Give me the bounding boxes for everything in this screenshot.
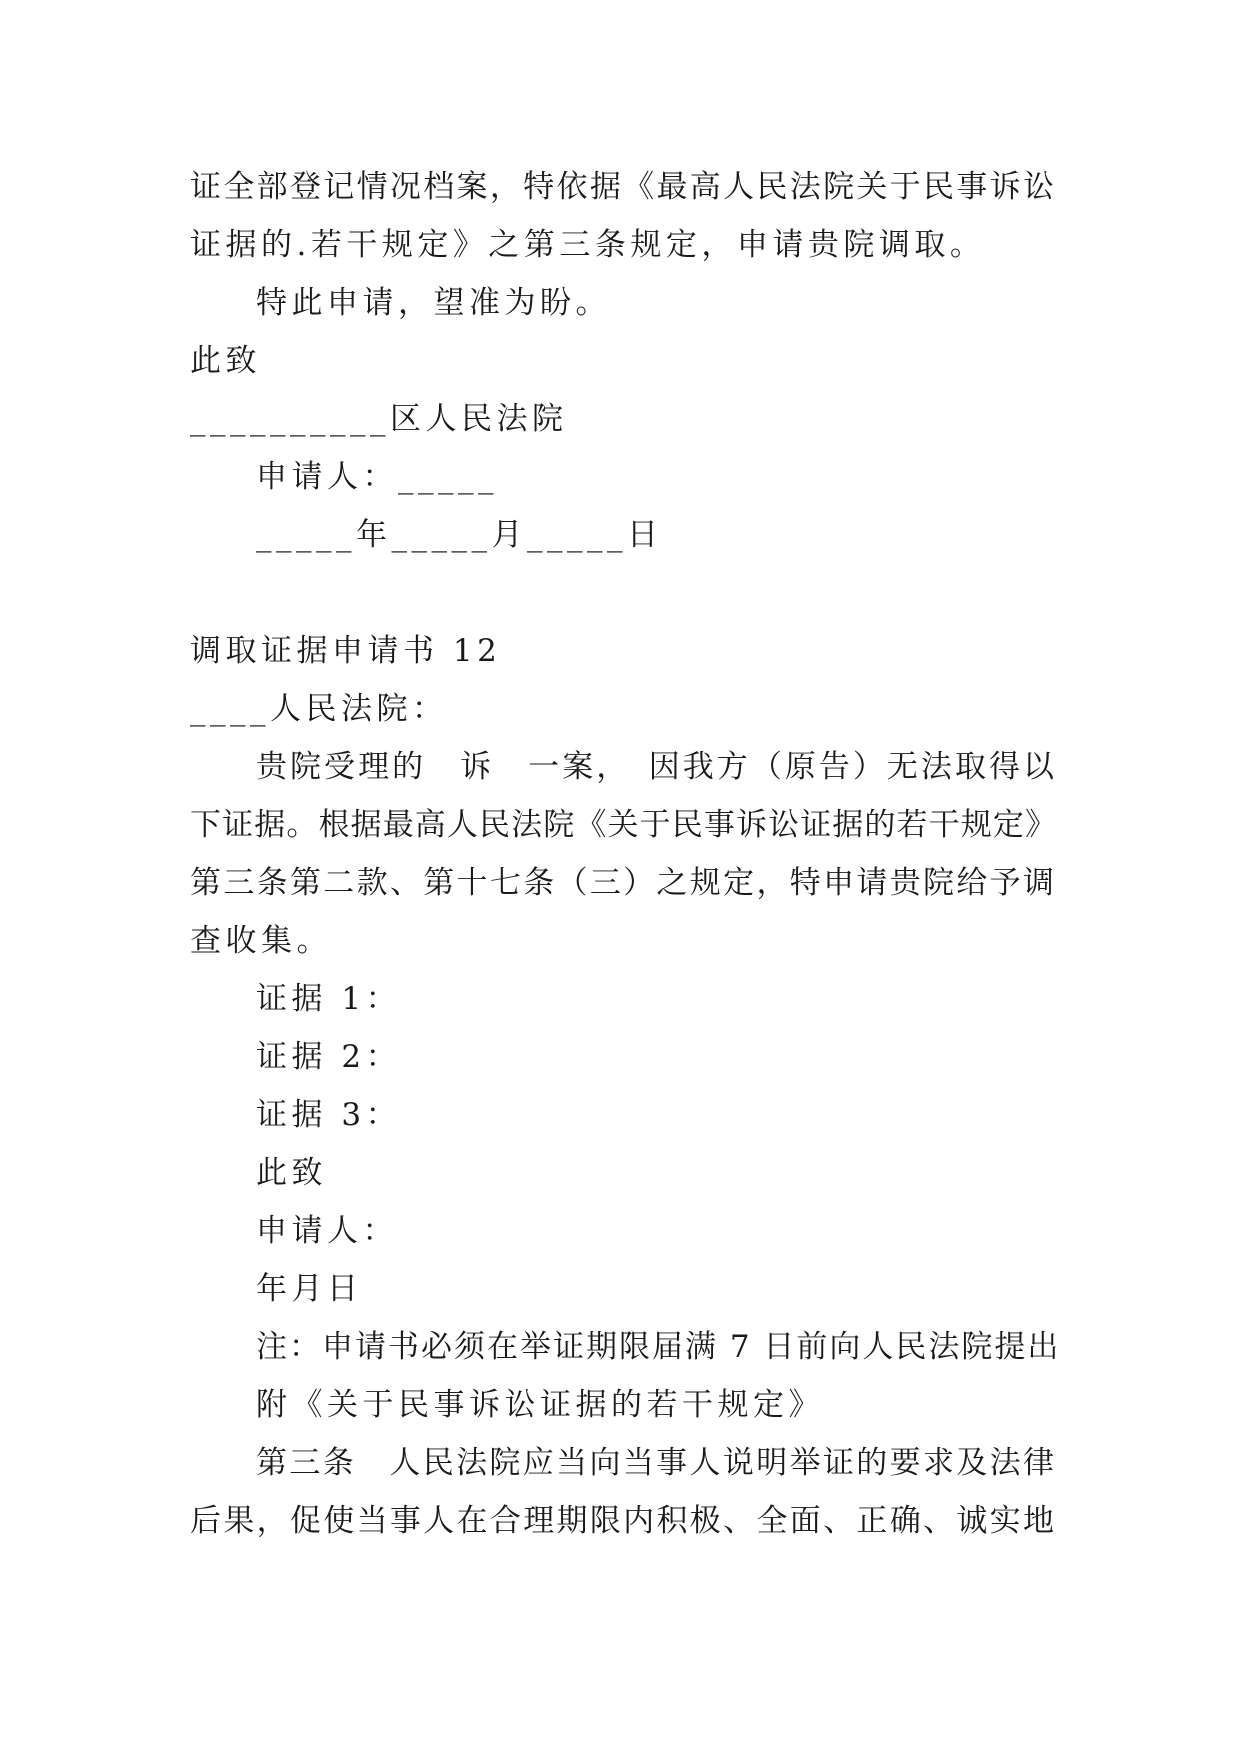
note-line: 注：申请书必须在举证期限届满 7 日前向人民法院提出 bbox=[256, 1329, 1061, 1365]
section-title: 调取证据申请书 12 bbox=[190, 633, 502, 669]
evidence-item: 证据 1： bbox=[256, 981, 402, 1017]
body-text-line: 特此申请，望准为盼。 bbox=[256, 285, 611, 321]
applicant-signature: 申请人：_____ bbox=[256, 459, 498, 495]
body-text-line: 贵院受理的 诉 一案， 因我方（原告）无法取得以 bbox=[256, 749, 1056, 785]
body-text-line: 证据的.若干规定》之第三条规定，申请贵院调取。 bbox=[190, 227, 986, 263]
appendix-title: 附《关于民事诉讼证据的若干规定》 bbox=[256, 1387, 824, 1423]
body-text-line: 后果，促使当事人在合理期限内积极、全面、正确、诚实地 bbox=[190, 1503, 1056, 1539]
addressee: ____人民法院： bbox=[190, 691, 448, 727]
recipient-court: __________区人民法院 bbox=[190, 401, 568, 437]
body-text-line: 查收集。 bbox=[190, 923, 332, 959]
body-text-line: 第三条 人民法院应当向当事人说明举证的要求及法律 bbox=[256, 1445, 1056, 1481]
body-text-line: 证全部登记情况档案，特依据《最高人民法院关于民事诉讼 bbox=[190, 169, 1056, 205]
closing-salutation: 此致 bbox=[190, 343, 261, 379]
evidence-item: 证据 3： bbox=[256, 1097, 402, 1133]
evidence-item: 证据 2： bbox=[256, 1039, 402, 1075]
closing-salutation: 此致 bbox=[256, 1155, 327, 1191]
applicant-signature: 申请人： bbox=[256, 1213, 398, 1249]
body-text-line: 下证据。根据最高人民法院《关于民事诉讼证据的若干规定》 bbox=[190, 807, 1056, 843]
body-text-line: 第三条第二款、第十七条（三）之规定，特申请贵院给予调 bbox=[190, 865, 1056, 901]
date-line: 年月日 bbox=[256, 1271, 363, 1307]
date-line: _____年_____月_____日 bbox=[256, 517, 663, 553]
